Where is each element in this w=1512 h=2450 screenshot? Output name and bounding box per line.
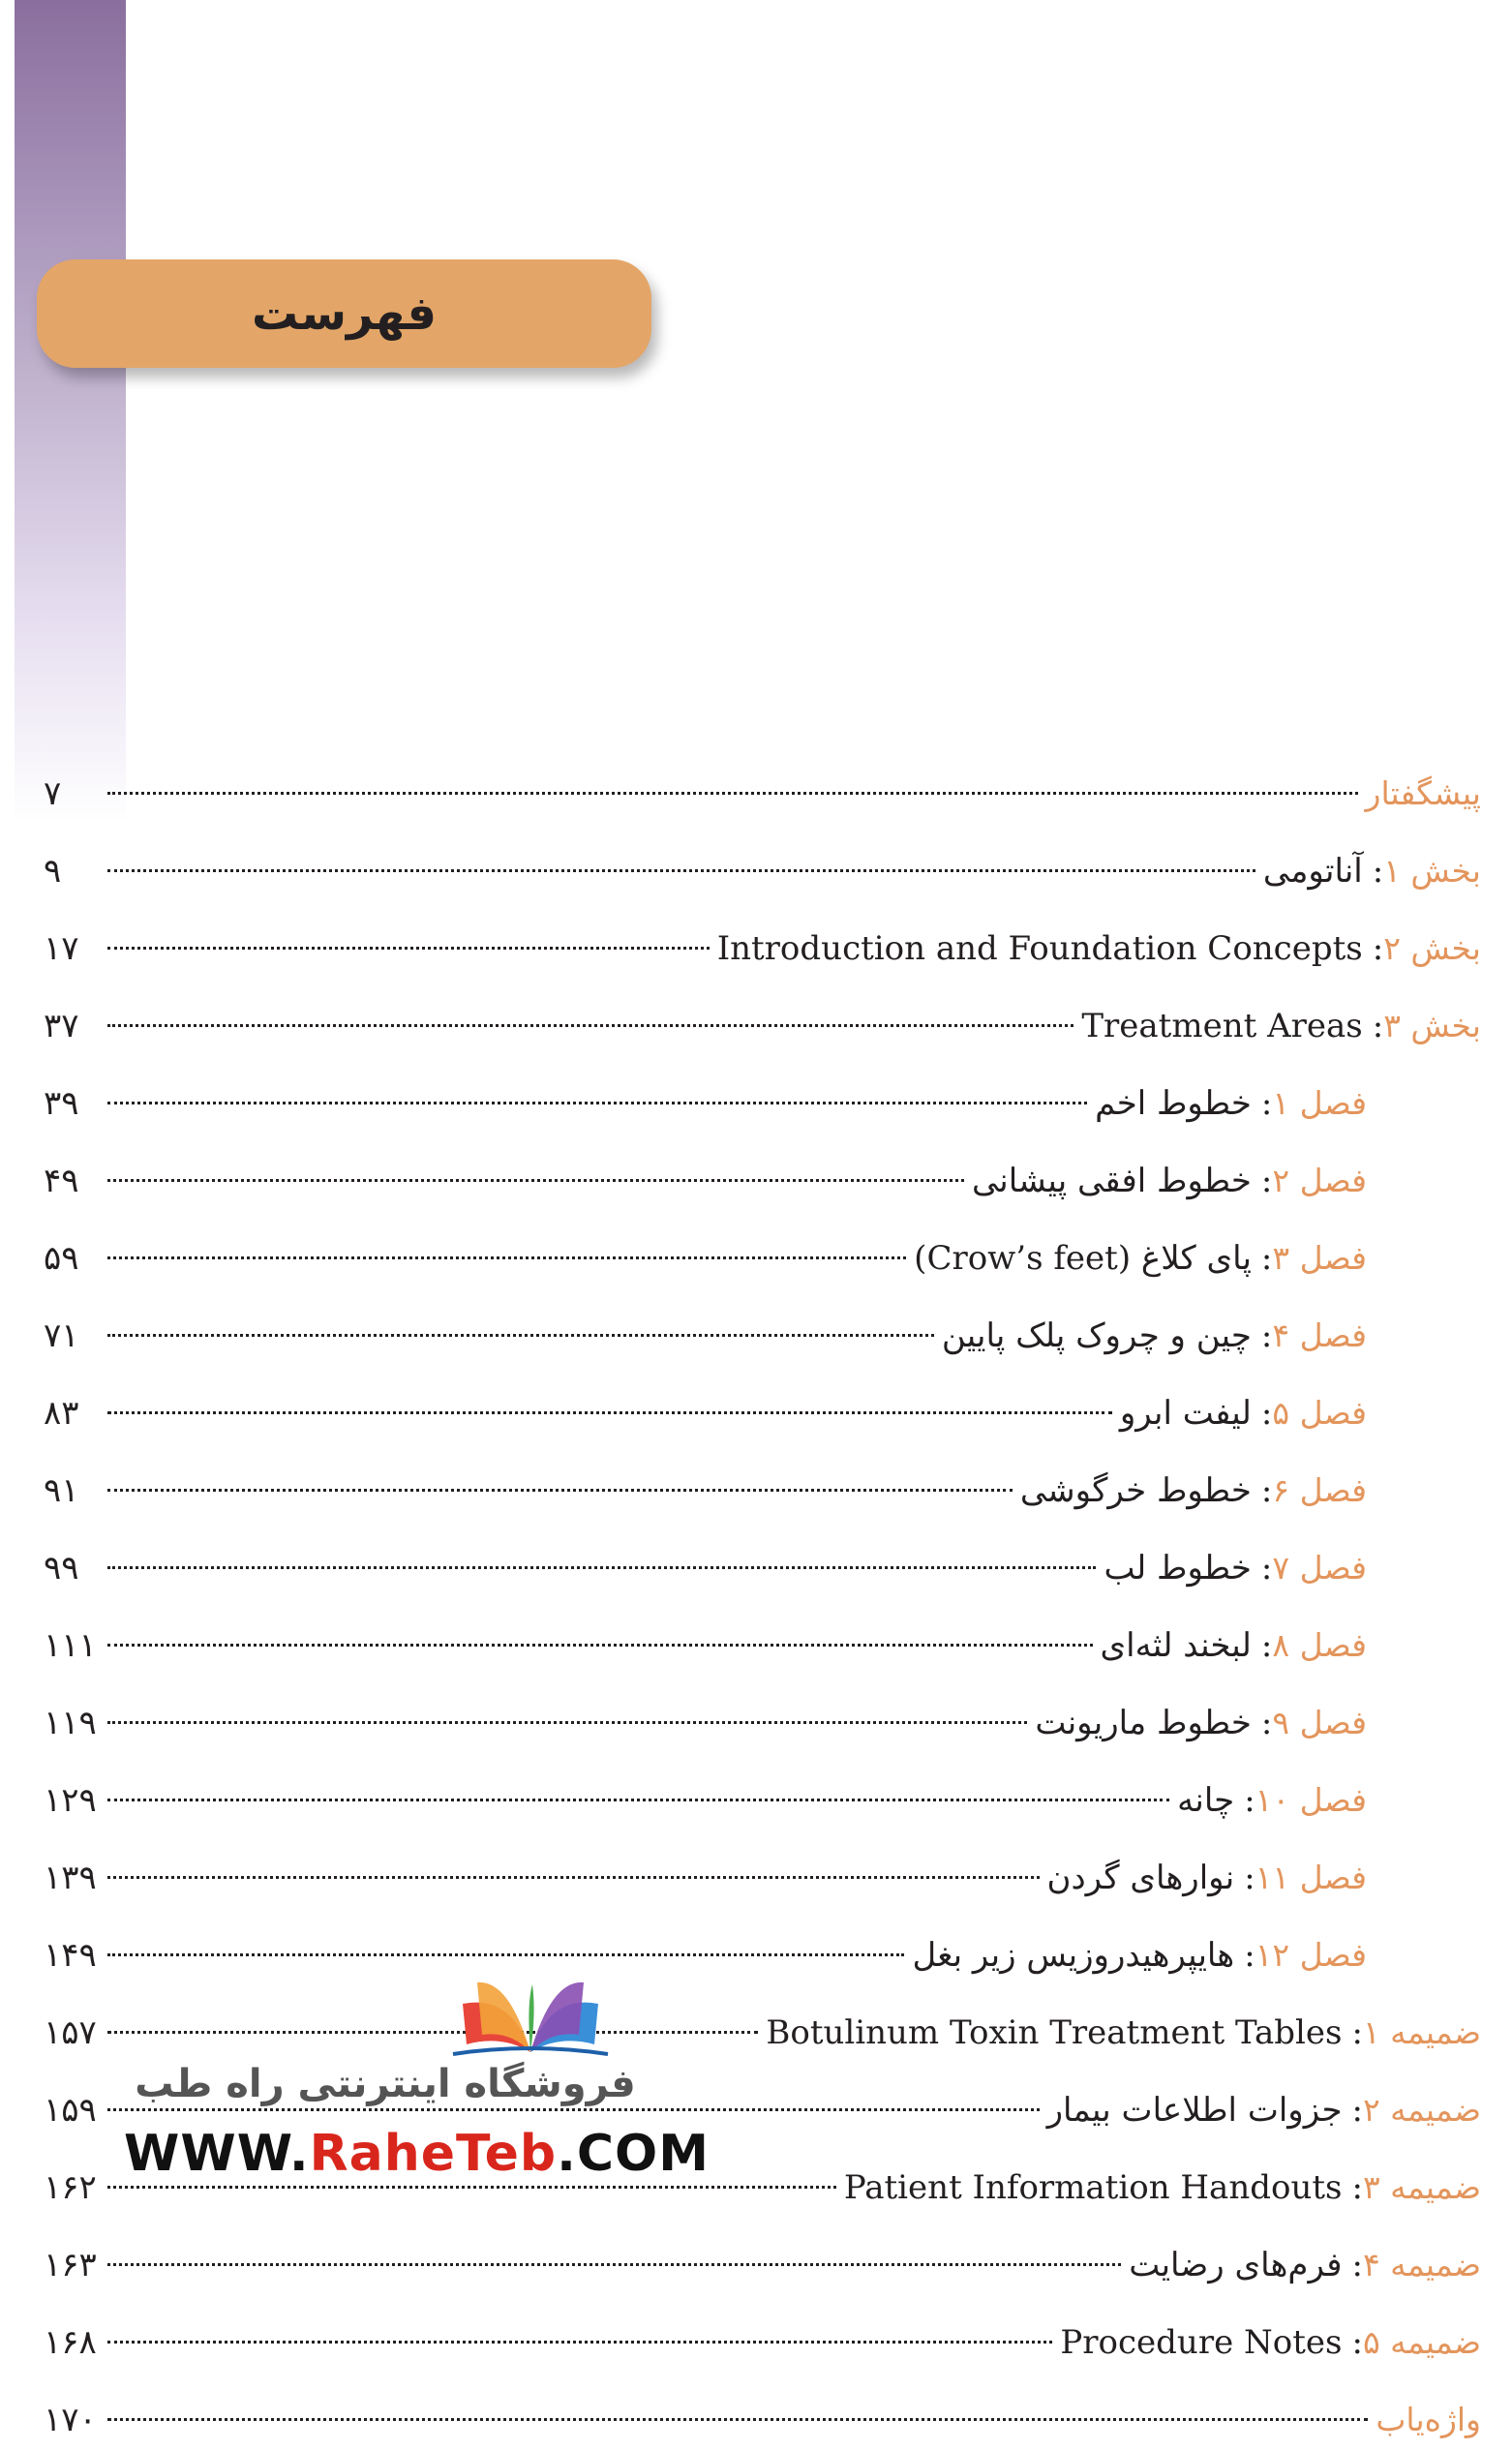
toc-entry-title: خطوط ماریونت	[1035, 1704, 1252, 1742]
toc-dot-leader	[107, 1953, 904, 1956]
title-banner	[37, 259, 651, 368]
toc-entry[interactable]	[44, 765, 1481, 842]
toc-entry-label: بخش ۱	[1383, 852, 1481, 890]
toc-dot-leader	[107, 1256, 906, 1259]
toc-page-number: ۱۶۳	[44, 2246, 97, 2284]
toc-entry-title: چانه	[1177, 1781, 1235, 1820]
toc-page-number: ۸۳	[44, 1394, 79, 1433]
toc-entry-separator: :	[1351, 2091, 1363, 2130]
toc-entry-separator: :	[1260, 1704, 1273, 1742]
toc-entry-title: Treatment Areas	[1081, 1007, 1363, 1045]
toc-dot-leader	[107, 869, 1255, 872]
toc-entry-separator: :	[1351, 2323, 1363, 2362]
toc-entry-separator: :	[1351, 2168, 1363, 2207]
toc-dot-leader	[107, 1644, 1093, 1647]
toc-page-number: ۴۹	[44, 1162, 79, 1200]
toc-dot-leader	[107, 1566, 1096, 1569]
toc-dot-leader	[107, 1179, 964, 1182]
watermark-url	[124, 2125, 710, 2183]
toc-entry-label: فصل ۱	[1272, 1084, 1367, 1122]
toc-entry[interactable]	[44, 2236, 1481, 2314]
toc-entry-separator: :	[1260, 1084, 1273, 1123]
toc-entry-title: لبخند لثه‌ای	[1100, 1626, 1252, 1665]
toc-entry-title: هایپرهیدروزیس زیر بغل	[912, 1936, 1235, 1975]
toc-entry-title: Introduction and Foundation Concepts	[716, 929, 1363, 968]
toc-entry-separator: :	[1372, 1007, 1384, 1045]
toc-entry-title: آناتومی	[1262, 852, 1363, 891]
toc-page-number: ۱۷۰	[44, 2401, 97, 2439]
toc-entry-title: Procedure Notes	[1060, 2323, 1343, 2362]
toc-entry-label: فصل ۵	[1272, 1394, 1367, 1432]
toc-entry-title: Patient Information Handouts	[843, 2168, 1343, 2207]
toc-entry-label: فصل ۶	[1272, 1471, 1367, 1509]
toc-page-number: ۹	[44, 852, 62, 891]
toc-entry-label: ضمیمه ۱	[1362, 2013, 1481, 2051]
toc-entry-label: ضمیمه ۴	[1362, 2246, 1481, 2284]
toc-page-number: ۱۱۱	[44, 1626, 97, 1665]
toc-entry-title: چین و چروک پلک پایین	[941, 1316, 1252, 1355]
toc-entry-separator: :	[1351, 2246, 1363, 2284]
toc-page-number: ۳۷	[44, 1007, 79, 1045]
toc-dot-leader	[107, 1489, 1013, 1492]
toc-entry-label: فصل ۲	[1272, 1162, 1367, 1199]
toc-dot-leader	[107, 1876, 1040, 1879]
toc-dot-leader	[107, 2341, 1052, 2344]
toc-page-number: ۱۶۸	[44, 2323, 97, 2362]
toc-entry-label: فصل ۷	[1272, 1549, 1367, 1587]
toc-entry[interactable]	[44, 1229, 1481, 1307]
toc-dot-leader	[107, 1024, 1074, 1027]
toc-entry-separator: :	[1260, 1316, 1273, 1355]
watermark-url-brand: RaheTeb	[309, 2125, 558, 2183]
toc-entry[interactable]	[44, 920, 1481, 997]
toc-dot-leader	[107, 1411, 1112, 1414]
toc-page-number: ۵۹	[44, 1239, 79, 1278]
toc-entry-separator: :	[1260, 1626, 1273, 1665]
toc-entry-title: پای کلاغ (Crow’s feet)	[914, 1239, 1252, 1278]
toc-page-number: ۹۱	[44, 1471, 79, 1510]
toc-dot-leader	[107, 1721, 1027, 1724]
toc-page-number: ۱۴۹	[44, 1936, 97, 1975]
watermark-url-prefix: WWW.	[124, 2125, 310, 2183]
toc-entry-separator: :	[1372, 852, 1384, 891]
watermark	[124, 1975, 710, 2197]
toc-entry-label: بخش ۲	[1383, 929, 1481, 967]
toc-entry[interactable]	[44, 842, 1481, 920]
toc-entry-separator: :	[1244, 1936, 1255, 1975]
watermark-shop-name: فروشگاه اینترنتی راه طب	[135, 2062, 636, 2106]
toc-entry[interactable]	[44, 1462, 1481, 1539]
toc-dot-leader	[107, 2263, 1121, 2266]
toc-dot-leader	[107, 2418, 1368, 2421]
toc-entry-separator: :	[1260, 1471, 1273, 1510]
toc-entry-title: لیفت ابرو	[1119, 1394, 1252, 1433]
toc-entry-separator: :	[1244, 1859, 1255, 1897]
toc-entry[interactable]	[44, 1074, 1481, 1152]
toc-entry[interactable]	[44, 1384, 1481, 1462]
toc-entry-label: بخش ۳	[1383, 1007, 1481, 1044]
toc-entry[interactable]	[44, 1152, 1481, 1229]
toc-entry-title: خطوط اخم	[1095, 1084, 1252, 1123]
toc-entry[interactable]	[44, 1617, 1481, 1694]
toc-entry-separator: :	[1372, 929, 1384, 968]
toc-entry-separator: :	[1260, 1239, 1273, 1278]
toc-page-number: ۱۵۹	[44, 2091, 97, 2130]
toc-entry[interactable]	[44, 2391, 1481, 2450]
toc-entry-title: خطوط افقی پیشانی	[971, 1162, 1252, 1200]
toc-page-number: ۱۶۲	[44, 2168, 97, 2207]
toc-entry-separator: :	[1260, 1549, 1273, 1588]
book-logo-icon	[443, 1975, 618, 2062]
toc-dot-leader	[107, 1102, 1087, 1104]
toc-entry-title: خطوط لب	[1104, 1549, 1252, 1588]
toc-entry-label: ضمیمه ۲	[1362, 2091, 1481, 2129]
toc-entry-title: جزوات اطلاعات بیمار	[1046, 2091, 1343, 2130]
toc-page-number: ۷۱	[44, 1316, 79, 1355]
toc-entry-title: فرم‌های رضایت	[1129, 2246, 1343, 2284]
toc-entry-label: فصل ۴	[1272, 1316, 1367, 1354]
toc-entry[interactable]	[44, 1694, 1481, 1771]
side-decoration-band	[15, 0, 126, 823]
toc-entry-title: Botulinum Toxin Treatment Tables	[766, 2013, 1343, 2052]
toc-entry[interactable]	[44, 1849, 1481, 1926]
toc-entry[interactable]	[44, 1307, 1481, 1384]
toc-entry[interactable]	[44, 997, 1481, 1074]
toc-entry-label: فصل ۱۱	[1255, 1859, 1367, 1896]
toc-page-number: ۹۹	[44, 1549, 79, 1588]
page-title: فهرست	[252, 287, 437, 341]
toc-page-number: ۱۷	[44, 929, 79, 968]
toc-entry-separator: :	[1260, 1162, 1273, 1200]
toc-dot-leader	[107, 947, 710, 950]
toc-page-number: ۳۹	[44, 1084, 79, 1123]
toc-entry[interactable]	[44, 1539, 1481, 1617]
toc-entry-label: فصل ۱۲	[1255, 1936, 1367, 1974]
toc-entry-label: فصل ۳	[1272, 1239, 1367, 1277]
watermark-url-suffix: .COM	[557, 2125, 710, 2183]
toc-dot-leader	[107, 792, 1358, 795]
toc-entry-title: خطوط خرگوشی	[1019, 1471, 1252, 1510]
toc-entry-label: واژه‌یاب	[1376, 2401, 1481, 2438]
toc-dot-leader	[107, 1334, 934, 1337]
toc-page-number: ۱۱۹	[44, 1704, 97, 1742]
toc-entry-separator: :	[1244, 1781, 1255, 1820]
toc-entry-label: ضمیمه ۵	[1362, 2323, 1481, 2361]
toc-entry[interactable]	[44, 2314, 1481, 2391]
toc-entry[interactable]	[44, 1771, 1481, 1849]
toc-page-number: ۱۲۹	[44, 1781, 97, 1820]
toc-entry-separator: :	[1351, 2013, 1363, 2052]
toc-entry-label: فصل ۸	[1272, 1626, 1367, 1664]
toc-entry-label: فصل ۹	[1272, 1704, 1367, 1741]
toc-page-number: ۱۵۷	[44, 2013, 97, 2052]
toc-entry-label: فصل ۱۰	[1255, 1781, 1367, 1819]
toc-dot-leader	[107, 1799, 1169, 1801]
toc-entry-separator: :	[1260, 1394, 1273, 1433]
toc-page-number: ۷	[44, 774, 62, 813]
toc-entry-title: نوارهای گردن	[1046, 1859, 1235, 1897]
toc-entry-label: پیشگفتار	[1365, 774, 1481, 812]
toc-entry-label: ضمیمه ۳	[1362, 2168, 1481, 2206]
toc-page-number: ۱۳۹	[44, 1859, 97, 1897]
